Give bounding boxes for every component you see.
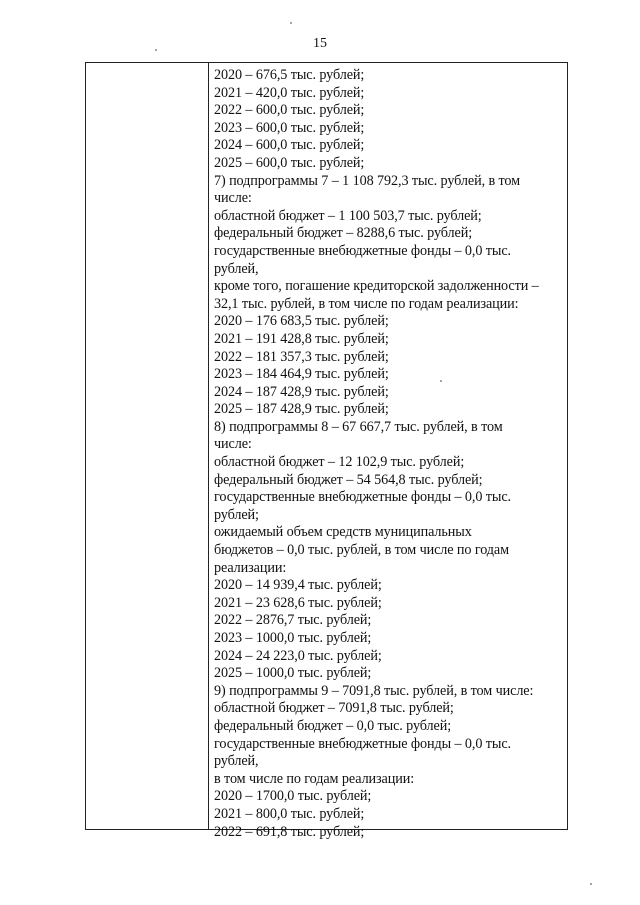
text-line: 2023 – 1000,0 тыс. рублей; — [214, 630, 372, 646]
text-line: государственные внебюджетные фонды – 0,0 тыс. — [214, 735, 511, 752]
text-line: 2021 – 420,0 тыс. рублей; — [214, 84, 365, 101]
text-line: областной бюджет – 1 100 503,7 тыс. рублей; — [214, 207, 482, 224]
text-line: областной бюджет – 12 102,9 тыс. рублей; — [214, 454, 465, 471]
text-line: 2025 – 1000,0 тыс. рублей; — [214, 665, 372, 682]
text-line: ожидаемый объем средств муниципальных — [214, 524, 472, 541]
text-line: областной бюджет – 7091,8 тыс. рублей; — [214, 700, 454, 717]
text-line: 9) подпрограммы 9 – 7091,8 тыс. рублей, в том числе: — [214, 682, 534, 699]
text-line: 2025 – 187 428,9 тыс. рублей; — [214, 401, 389, 418]
page-number: 15 — [313, 36, 327, 51]
text-line: кроме того, погашение кредиторской задолженности – — [214, 278, 539, 295]
text-line: 2020 – 14 939,4 тыс. рублей; — [214, 577, 382, 594]
text-line: государственные внебюджетные фонды – 0,0 тыс. — [214, 242, 511, 259]
text-line: 8) подпрограммы 8 – 67 667,7 тыс. рублей, в том — [214, 418, 503, 435]
text-line: федеральный бюджет – 54 564,8 тыс. рублей; — [214, 471, 483, 488]
text-line: 2023 – 600,0 тыс. рублей; — [214, 119, 365, 136]
text-line: 2020 – 676,5 тыс. рублей; — [214, 67, 365, 83]
text-line: 2022 – 691,8 тыс. рублей; — [214, 823, 365, 840]
text-line: 2021 – 191 428,8 тыс. рублей; — [214, 330, 389, 347]
text-line: 2020 – 1700,0 тыс. рублей; — [214, 788, 372, 805]
text-line: 2020 – 176 683,5 тыс. рублей; — [214, 313, 389, 330]
text-line: 7) подпрограммы 7 – 1 108 792,3 тыс. рублей, в том — [214, 172, 521, 189]
text-line: 2022 – 2876,7 тыс. рублей; — [214, 612, 372, 629]
table-left-cell — [86, 63, 209, 829]
text-line: числе: — [214, 436, 252, 453]
text-line: 32,1 тыс. рублей, в том числе по годам реализации: — [214, 295, 519, 312]
text-line: федеральный бюджет – 0,0 тыс. рублей; — [214, 717, 452, 734]
text-line: 2025 – 600,0 тыс. рублей; — [214, 154, 365, 171]
text-line: федеральный бюджет – 8288,6 тыс. рублей; — [214, 225, 473, 242]
text-line: числе: — [214, 190, 252, 207]
text-line: 2024 – 600,0 тыс. рублей; — [214, 137, 365, 154]
text-line: 2024 – 24 223,0 тыс. рублей; — [214, 647, 382, 664]
table-right-cell — [209, 63, 567, 840]
text-line: 2022 – 600,0 тыс. рублей; — [214, 102, 365, 119]
funding-table — [85, 62, 568, 840]
text-line: 2021 – 800,0 тыс. рублей; — [214, 805, 365, 822]
scan-speck — [440, 380, 442, 382]
text-line: 2022 – 181 357,3 тыс. рублей; — [214, 348, 389, 365]
text-line: государственные внебюджетные фонды – 0,0 тыс. — [214, 489, 511, 506]
text-line: рублей, — [214, 260, 259, 277]
scan-speck — [290, 22, 292, 24]
text-line: 2023 – 184 464,9 тыс. рублей; — [214, 366, 389, 383]
text-line: 2024 – 187 428,9 тыс. рублей; — [214, 383, 389, 400]
text-line: рублей, — [214, 753, 259, 770]
text-line: 2021 – 23 628,6 тыс. рублей; — [214, 594, 382, 611]
text-line: реализации: — [214, 559, 287, 576]
text-line: в том числе по годам реализации: — [214, 770, 415, 787]
text-line: бюджетов – 0,0 тыс. рублей, в том числе по годам — [214, 542, 509, 559]
scan-speck — [155, 49, 157, 51]
scan-speck — [590, 883, 592, 885]
text-line: рублей; — [214, 506, 259, 523]
